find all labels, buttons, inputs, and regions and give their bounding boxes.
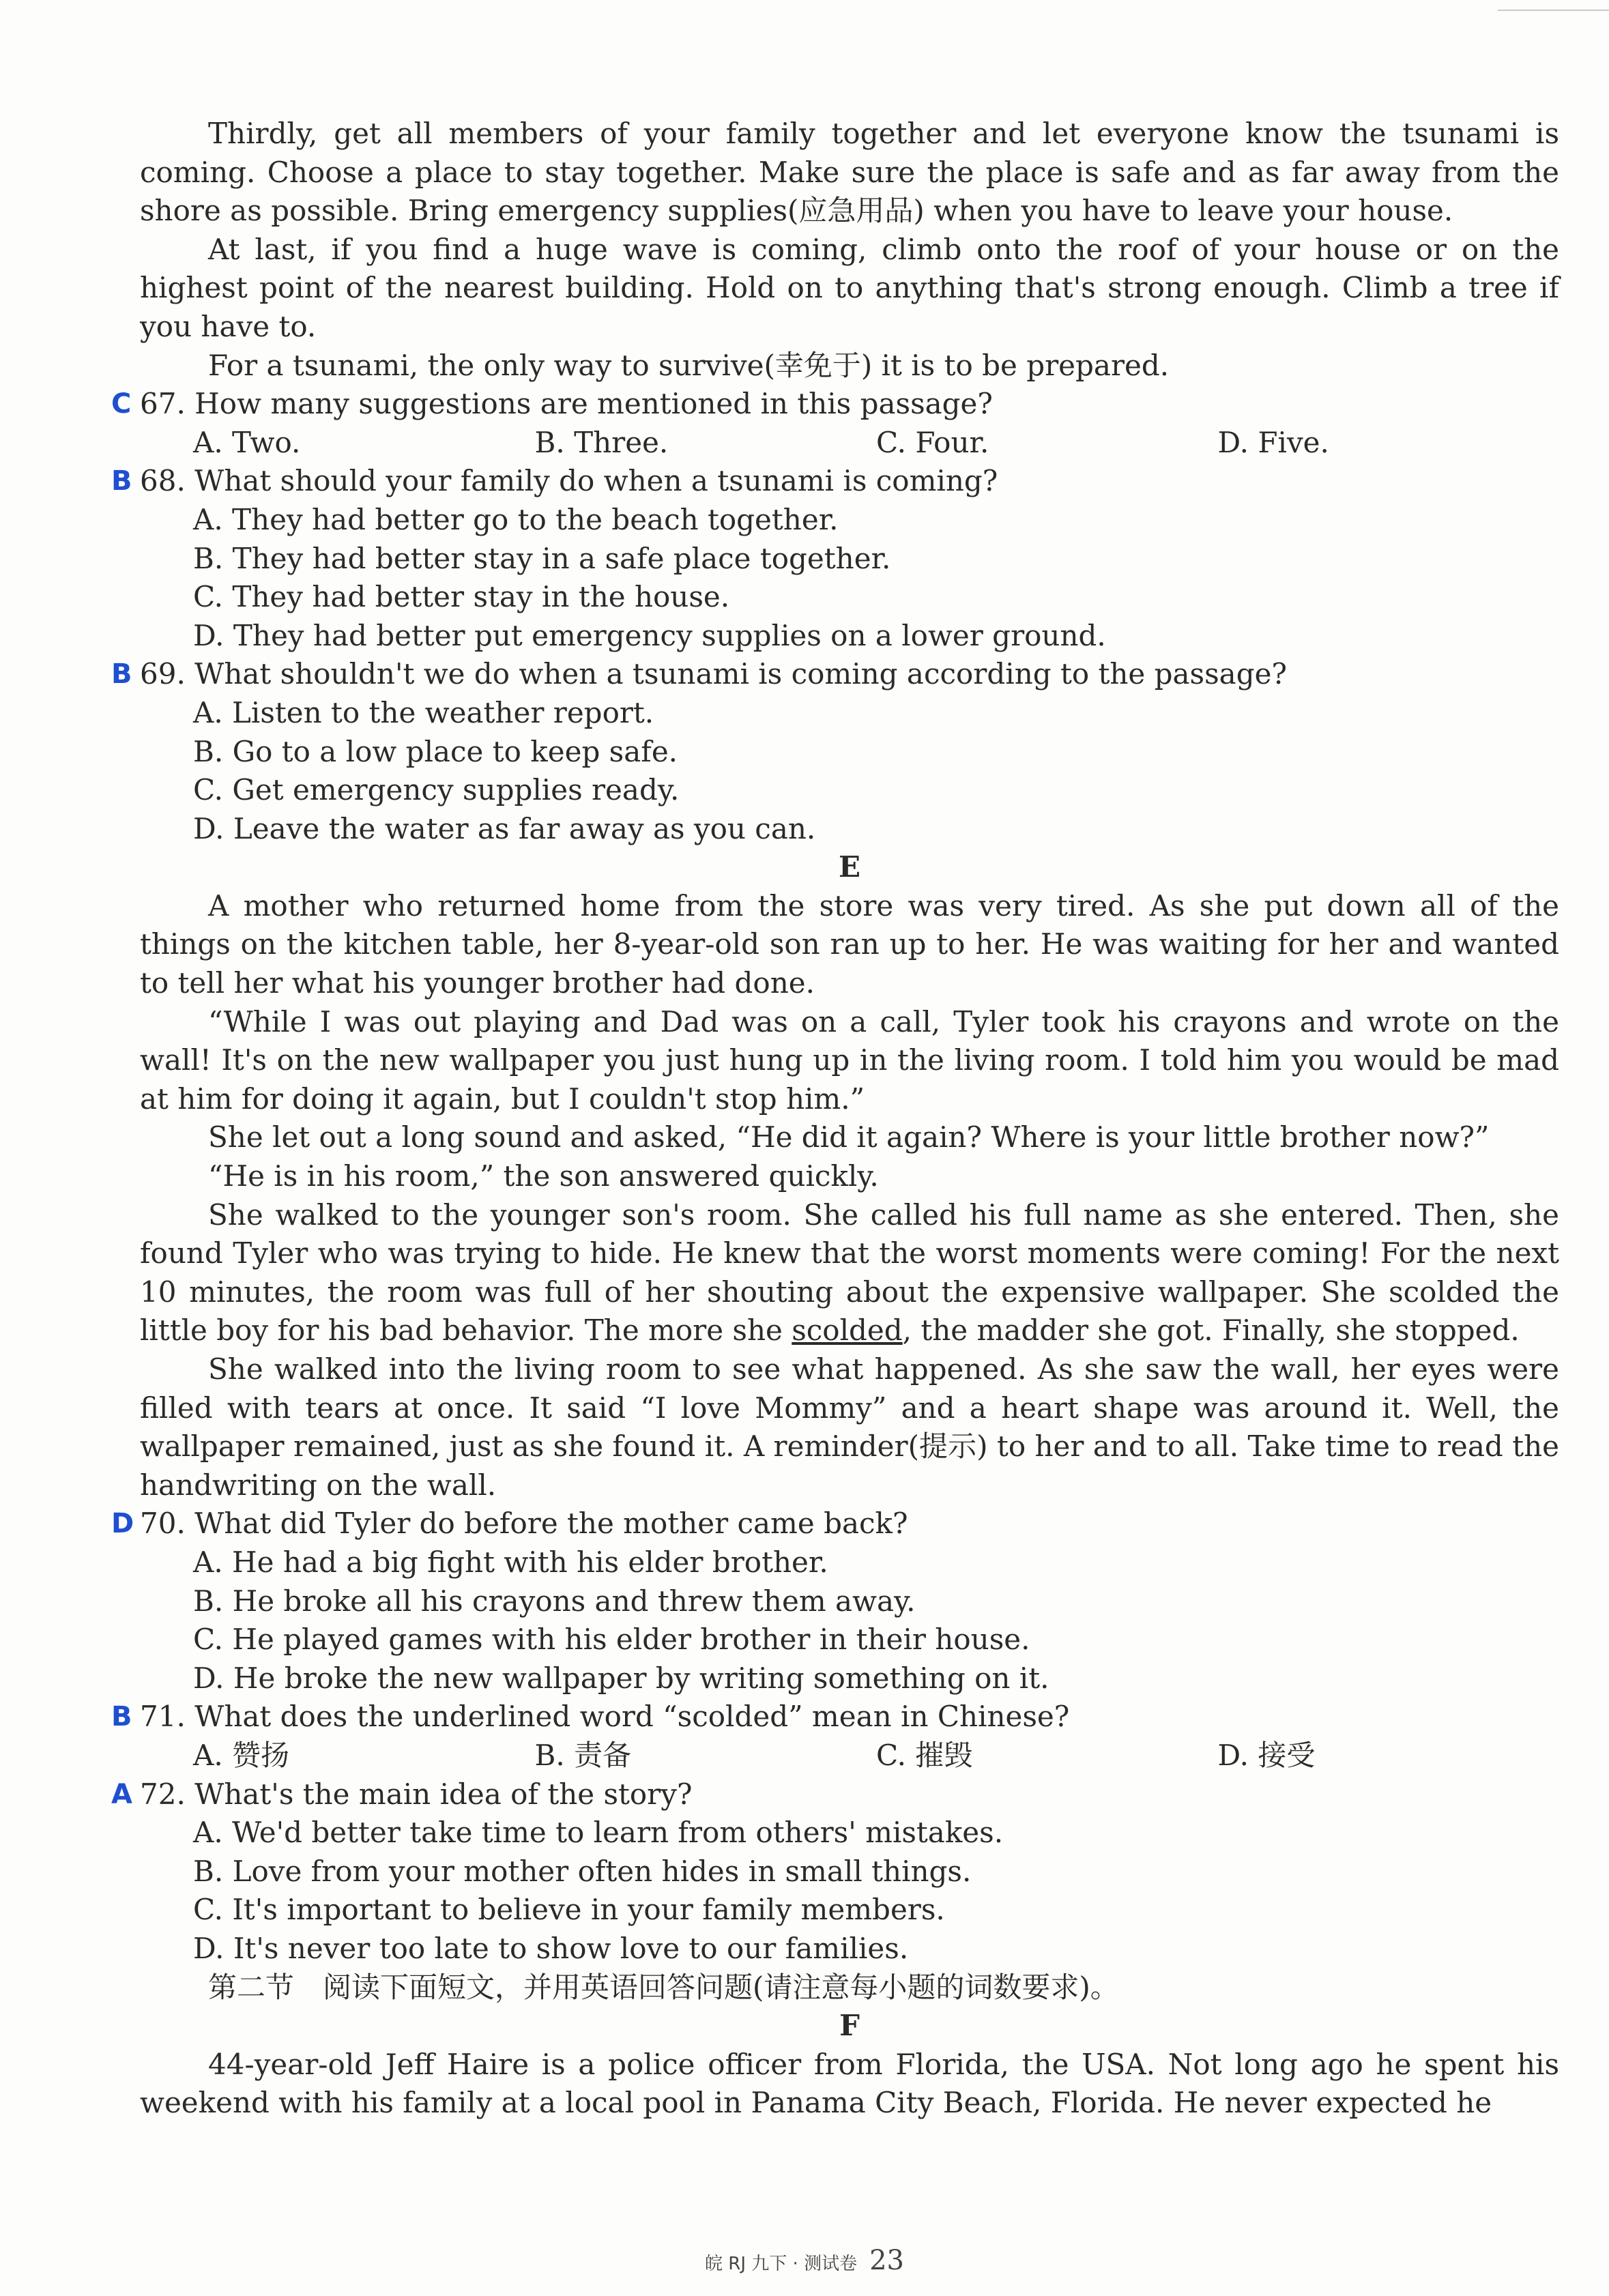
passage-d-paragraph: Thirdly, get all members of your family together and let everyone know the tsunami is coming. Choose a place to stay together. Make sure the place is safe and as far away from the shore as possible. Bring emergency supplies(应急用品) when you have to leave your house.: [140, 117, 1559, 228]
options-row: [140, 424, 1559, 463]
section-2-instruction: 第二节 阅读下面短文，并用英语回答问题(请注意每小题的词数要求)。: [208, 1970, 1119, 2004]
passage-e-paragraph: She let out a long sound and asked, “He did it again? Where is your little brother now?”: [208, 1120, 1490, 1154]
question-number: 72.: [140, 1777, 186, 1811]
question-71: [111, 1698, 1559, 1775]
question-68: [111, 462, 1559, 655]
passage-e-heading: E: [838, 850, 860, 884]
question-70: [111, 1505, 1559, 1698]
answer-mark: D: [111, 1508, 134, 1540]
answer-mark: B: [111, 465, 132, 497]
question-67: [111, 385, 1559, 462]
paragraph-text: , the madder she got. Finally, she stopped.: [902, 1313, 1520, 1348]
passage-f-heading: F: [839, 2009, 860, 2043]
question-text: How many suggestions are mentioned in this passage?: [194, 387, 993, 421]
question-number: 71.: [140, 1700, 186, 1734]
option: A. They had better go to the beach together.: [193, 502, 839, 536]
top-rule: [1498, 10, 1609, 11]
option: B. He broke all his crayons and threw them away.: [193, 1584, 916, 1618]
answer-mark: B: [111, 658, 132, 691]
option: A. We'd better take time to learn from others' mistakes.: [193, 1816, 1004, 1850]
option: B. They had better stay in a safe place together.: [193, 541, 891, 575]
passage-e-paragraph: “He is in his room,” the son answered quickly.: [208, 1159, 879, 1193]
option: C. Four.: [876, 425, 989, 459]
option: D. Five.: [1217, 425, 1329, 459]
passage-d-paragraph: At last, if you find a huge wave is coming, climb onto the roof of your house or on the highest point of the nearest building. Hold on to anything that's strong enough. Climb a tree if you have to.: [140, 232, 1559, 343]
question-text: What does the underlined word “scolded” mean in Chinese?: [194, 1700, 1070, 1734]
content: [111, 115, 1559, 2123]
page-number: 23: [869, 2245, 904, 2276]
question-text: What's the main idea of the story?: [194, 1777, 693, 1811]
options-row: [140, 1736, 1559, 1775]
answer-mark: B: [111, 1701, 132, 1733]
option: B. Three.: [534, 425, 669, 459]
passage-e-paragraph: [140, 1196, 1559, 1350]
option: A. He had a big fight with his elder brother.: [193, 1545, 828, 1579]
option: B. Love from your mother often hides in small things.: [193, 1854, 972, 1888]
option: C. 摧毁: [876, 1738, 973, 1772]
option: A. Two.: [193, 425, 301, 459]
passage-e-paragraph: A mother who returned home from the store was very tired. As she put down all of the things on the kitchen table, her 8-year-old son ran up to her. He was waiting for her and wanted to tell her what his younger brother had done.: [140, 888, 1559, 1000]
option: D. It's never too late to show love to our families.: [193, 1931, 909, 1965]
question-72: [111, 1775, 1559, 1968]
passage-f-paragraph: 44-year-old Jeff Haire is a police officer from Florida, the USA. Not long ago he spent his weekend with his family at a local pool in Panama City Beach, Florida. He never expected he: [140, 2047, 1559, 2120]
question-text: What did Tyler do before the mother came back?: [194, 1507, 908, 1541]
underlined-word: scolded: [792, 1313, 903, 1348]
footer-label: 皖 RJ 九下 · 测试卷: [705, 2254, 858, 2274]
option: C. It's important to believe in your family members.: [193, 1893, 945, 1927]
question-text: What should your family do when a tsunami is coming?: [194, 464, 998, 498]
option: A. Listen to the weather report.: [193, 695, 654, 729]
option: D. Leave the water as far away as you can.: [193, 811, 816, 845]
page-footer: [0, 2245, 1609, 2276]
option: D. He broke the new wallpaper by writing something on it.: [193, 1661, 1049, 1695]
question-number: 70.: [140, 1507, 186, 1541]
option: C. He played games with his elder brother in their house.: [193, 1623, 1030, 1657]
option: D. They had better put emergency supplies on a lower ground.: [193, 618, 1106, 652]
question-number: 67.: [140, 387, 186, 421]
paragraph-text: She walked to the younger son's room. She called his full name as she entered. Then, she found Tyler who was trying to hide. He knew that the worst moments were coming! For the next 10 minutes, the room was full of her shouting about the expensive wallpaper. She scolded the little boy for his bad behavior. The more she: [140, 1197, 1559, 1348]
question-number: 69.: [140, 657, 186, 691]
option: B. 责备: [534, 1738, 632, 1772]
question-text: What shouldn't we do when a tsunami is coming according to the passage?: [194, 657, 1287, 691]
passage-e-paragraph: “While I was out playing and Dad was on a call, Tyler took his crayons and wrote on the wall! It's on the new wallpaper you just hung up in the living room. I told him you would be mad at him for doing it again, but I couldn't stop him.”: [140, 1004, 1559, 1116]
answer-mark: C: [111, 388, 132, 420]
option: C. They had better stay in the house.: [193, 580, 730, 614]
passage-d-paragraph: For a tsunami, the only way to survive(幸免于) it is to be prepared.: [208, 348, 1170, 382]
passage-e-paragraph: She walked into the living room to see what happened. As she saw the wall, her eyes were filled with tears at once. It said “I love Mommy” and a heart shape was around it. Well, the wallpaper remained, just as she found it. A reminder(提示) to her and to all. Take time to read the handwriting on the wall.: [140, 1352, 1559, 1502]
option: A. 赞扬: [193, 1738, 290, 1772]
option: C. Get emergency supplies ready.: [193, 773, 680, 807]
option: B. Go to a low place to keep safe.: [193, 734, 678, 768]
question-number: 68.: [140, 464, 186, 498]
question-69: [111, 655, 1559, 848]
option: D. 接受: [1217, 1738, 1316, 1772]
answer-mark: A: [111, 1778, 132, 1810]
